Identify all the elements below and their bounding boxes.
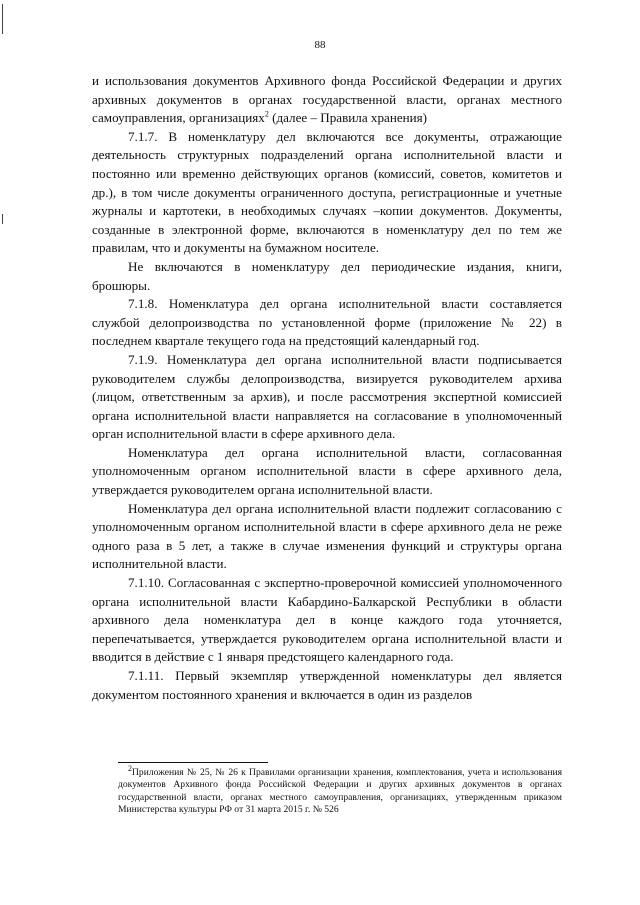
paragraph-7-1-8: 7.1.8. Номенклатура дел органа исполнительной власти составляется службой делопроизводства по установленной форме (приложение № 22) в последнем квартале текущего года на предстоящий календарный год. (92, 296, 562, 349)
paragraph-7-1-7: 7.1.7. В номенклатуру дел включаются все документы, отражающие деятельность структурных подразделений органа исполнительной власти и постоянно или временно действующих органов (комиссий, советов, комитетов и др.), в том числе документы ограниченного доступа, регистрационные и учетные журналы и картотеки, в необходимых случаях –копии документов. Документы, созданные в электронной форме, включаются в номенклатуру дел по тем же правилам, что и документы на бумажном носителе. (92, 128, 562, 256)
paragraph-7-1-9: 7.1.9. Номенклатура дел органа исполнительной власти подписывается руководителем службы делопроизводства, визируется руководителем архива (лицом, ответственным за архив), и после рассмотрения экспертной комиссией органа исполнительной власти направляется на согласование в уполномоченный орган исполнительной власти в сфере архивного дела. (92, 351, 562, 442)
paragraph-7-1-11: 7.1.11. Первый экземпляр утвержденной номенклатуры дел является документом постоянного хранения и включается в один из разделов (92, 668, 562, 702)
body-text (92, 72, 562, 704)
paragraph-excluded-items: Не включаются в номенклатуру дел периодические издания, книги, брошюры. (92, 258, 562, 293)
paragraph-intro (92, 72, 562, 128)
paragraph-text-continued: (далее – Правила хранения) (268, 110, 428, 126)
paragraph-agreement: Номенклатура дел органа исполнительной власти подлежит согласованию с уполномоченным органом исполнительной власти в сфере архивного дела не реже одного раза в 5 лет, а также в случае изменения функций и структуры органа исполнительной власти. (92, 500, 562, 572)
scan-margin-mark (2, 214, 3, 224)
footnote-reference[interactable]: 2 (264, 109, 269, 119)
footnote-mark: 2 (128, 763, 132, 773)
footnote-divider (118, 762, 268, 763)
footnote-text: Приложения № 25, № 26 к Правилами организации хранения, комплектования, учета и использования документов Архивного фонда Российской Федерации и других архивных документов в органах государственной власти, органах местного самоуправления, организациях, утвержденным приказом Министерства культуры РФ от 31 марта 2015 г. № 526 (118, 767, 562, 816)
paragraph-7-1-10: 7.1.10. Согласованная с экспертно-проверочной комиссией уполномоченного органа исполнительной власти Кабардино-Балкарской Республики в области архивного дела номенклатура дел в конце каждого года уточняется, перепечатывается, утверждается руководителем органа исполнительной власти и вводится в действие с 1 января предстоящего календарного года. (92, 575, 562, 665)
paragraph-text: и использования документов Архивного фонда Российской Федерации и других архивных документов в органах государственной власти, органах местного самоуправления, организациях (92, 73, 562, 126)
paragraph-approval: Номенклатура дел органа исполнительной власти, согласованная уполномоченным органом исполнительной власти в сфере архивного дела, утверждается руководителем органа исполнительной власти. (92, 444, 562, 498)
footnote (118, 763, 562, 817)
scan-margin-mark (2, 4, 3, 34)
page-number: 88 (314, 39, 326, 51)
